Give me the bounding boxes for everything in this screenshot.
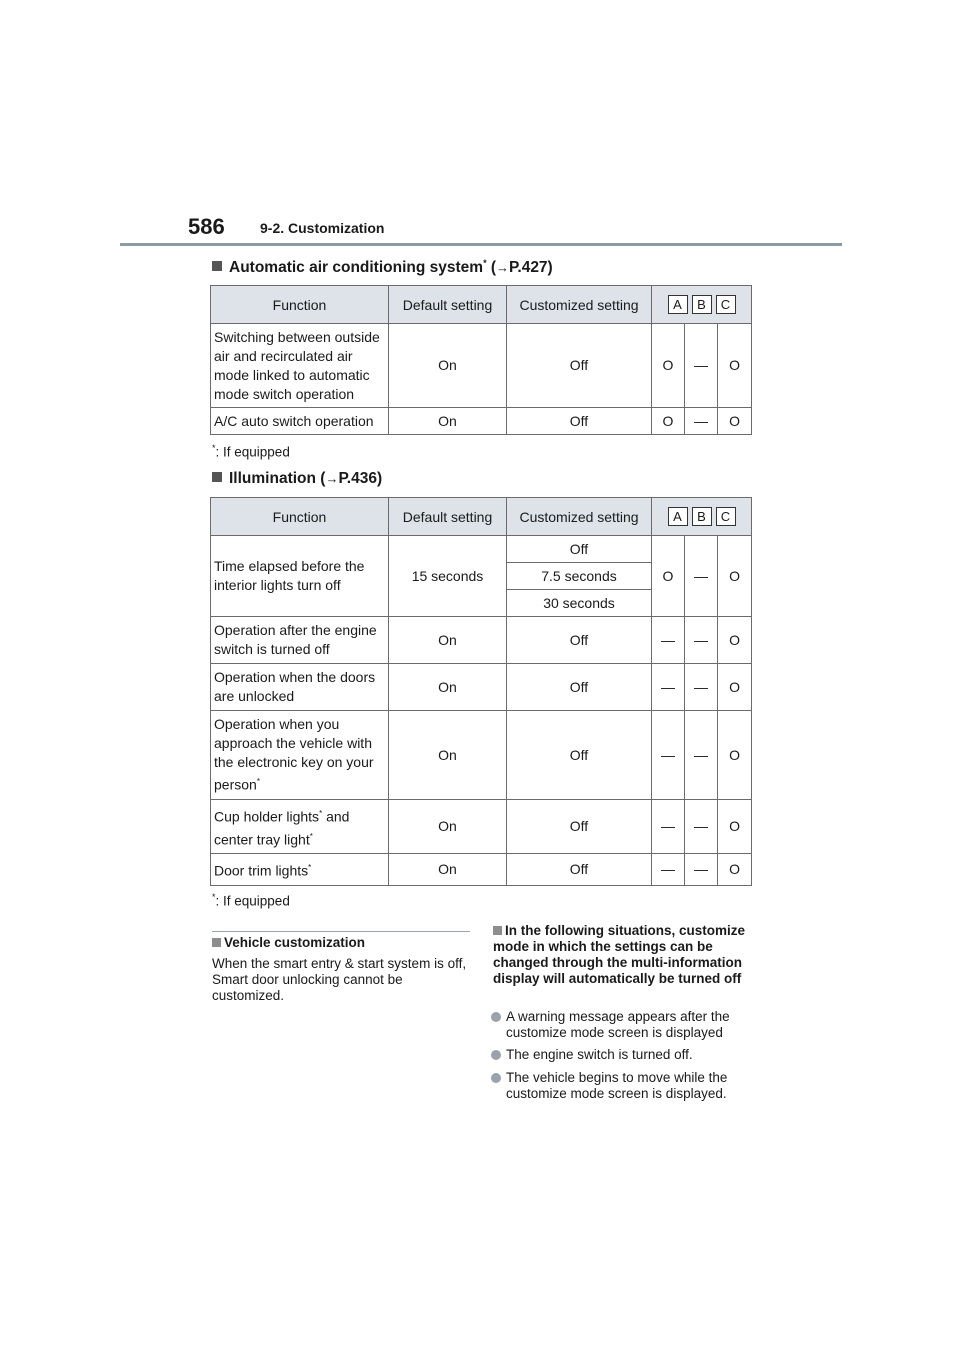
custom-cell: 30 seconds [507,590,652,617]
b-cell: — [685,536,718,617]
ac-footnote [212,443,290,460]
b-cell: — [685,800,718,854]
ac-settings-table [210,285,752,435]
default-cell: On [389,664,507,711]
custom-cell: Off [507,800,652,854]
function-cell [211,711,389,800]
illum-heading-text: Illumination ( [229,470,326,487]
col-default: Default setting [389,498,507,536]
custom-cell: Off [507,408,652,435]
function-cell: Time elapsed before the interior lights turn off [211,536,389,617]
page-number: 586 [188,214,225,239]
function-cell [211,800,389,854]
vehicle-heading-text: Vehicle customization [224,935,366,950]
a-cell: — [652,854,685,886]
function-cell: A/C auto switch operation [211,408,389,435]
a-cell: O [652,324,685,408]
table-row [211,617,752,664]
default-cell: On [389,854,507,886]
custom-cell: Off [507,664,652,711]
footnote-mark: * [212,443,216,453]
list-item [491,1009,761,1041]
default-cell: 15 seconds [389,536,507,617]
table-row [211,711,752,800]
illum-page-ref: P.436) [338,470,383,487]
square-bullet-icon [212,472,222,482]
b-cell: — [685,408,718,435]
table-row [211,800,752,854]
default-cell: On [389,408,507,435]
ref-arrow-icon: → [496,260,510,276]
situations-heading-text: In the following situations, customize mode in which the settings can be changed through the multi-information display will automatically be turned off [493,923,746,986]
bullet-dot-icon [491,1012,501,1022]
illum-footnote [212,892,290,909]
badge-b: B [692,295,712,314]
bullet-text: The vehicle begins to move while the customize mode screen is displayed. [506,1070,728,1101]
default-cell: On [389,324,507,408]
c-cell: O [718,536,752,617]
c-cell: O [718,408,752,435]
b-cell: — [685,617,718,664]
a-cell: O [652,408,685,435]
c-cell: O [718,324,752,408]
footnote-text: : If equipped [215,444,290,460]
square-bullet-icon [212,938,221,947]
a-cell: — [652,664,685,711]
default-cell: On [389,800,507,854]
default-cell: On [389,617,507,664]
c-cell: O [718,711,752,800]
a-cell: — [652,617,685,664]
col-abc [652,286,752,324]
note-divider [212,931,470,932]
ac-heading: Automatic air conditioning system* (→P.427) [212,258,553,277]
col-function: Function [211,498,389,536]
situations-heading [493,923,759,987]
footnote-mark: * [256,777,260,787]
a-cell: — [652,711,685,800]
table-row [211,408,752,435]
custom-cell: Off [507,711,652,800]
badge-c: C [716,295,736,314]
badge-b: B [692,507,712,526]
square-bullet-icon [212,261,222,271]
function-text: Cup holder lights [214,808,320,825]
b-cell: — [685,854,718,886]
function-text: Operation when you approach the vehicle with the electronic key on your person [214,716,374,793]
table-row [211,854,752,886]
function-text: Door trim lights [214,862,309,879]
header-rule [120,243,842,246]
b-cell: — [685,664,718,711]
c-cell: O [718,617,752,664]
function-cell [211,854,389,886]
badge-a: A [668,295,688,314]
vehicle-customization-heading [212,935,472,950]
bullet-text: The engine switch is turned off. [506,1047,693,1062]
c-cell: O [718,800,752,854]
footnote-mark: * [483,258,487,268]
badge-c: C [716,507,736,526]
table-header-row [211,286,752,324]
vehicle-customization-text: When the smart entry & start system is off, Smart door unlocking cannot be customized. [212,956,467,1003]
custom-cell: Off [507,536,652,563]
custom-cell: 7.5 seconds [507,563,652,590]
b-cell: — [685,324,718,408]
function-cell: Operation when the doors are unlocked [211,664,389,711]
bullet-dot-icon [491,1050,501,1060]
footnote-mark: * [308,863,312,873]
custom-cell: Off [507,617,652,664]
a-cell: O [652,536,685,617]
ref-arrow-icon: → [325,471,339,486]
col-function: Function [211,286,389,324]
function-text: and center tray light [214,808,350,848]
c-cell: O [718,854,752,886]
badge-a: A [668,507,688,526]
col-custom: Customized setting [507,286,652,324]
footnote-mark: * [212,892,216,902]
c-cell: O [718,664,752,711]
ac-heading-text: Automatic air conditioning system [229,259,484,277]
footnote-text: : If equipped [215,893,290,909]
square-bullet-icon [493,926,502,935]
default-cell: On [389,711,507,800]
bullet-text: A warning message appears after the customize mode screen is displayed [506,1009,730,1040]
col-custom: Customized setting [507,498,652,536]
list-item [491,1070,761,1102]
col-abc [652,498,752,536]
ac-page-ref: P.427) [509,259,553,277]
footnote-mark: * [319,808,323,818]
table-header-row [211,498,752,536]
b-cell: — [685,711,718,800]
list-item [491,1047,761,1063]
col-default: Default setting [389,286,507,324]
illum-settings-table [210,497,752,886]
illum-heading [212,470,382,488]
table-row [211,664,752,711]
bullet-dot-icon [491,1073,501,1083]
function-cell: Switching between outside air and recirculated air mode linked to automatic mode switch operation [211,324,389,408]
function-cell: Operation after the engine switch is turned off [211,617,389,664]
footnote-mark: * [309,831,313,841]
section-title: 9-2. Customization [260,220,385,236]
custom-cell: Off [507,324,652,408]
table-row [211,536,752,563]
a-cell: — [652,800,685,854]
custom-cell: Off [507,854,652,886]
table-row [211,324,752,408]
